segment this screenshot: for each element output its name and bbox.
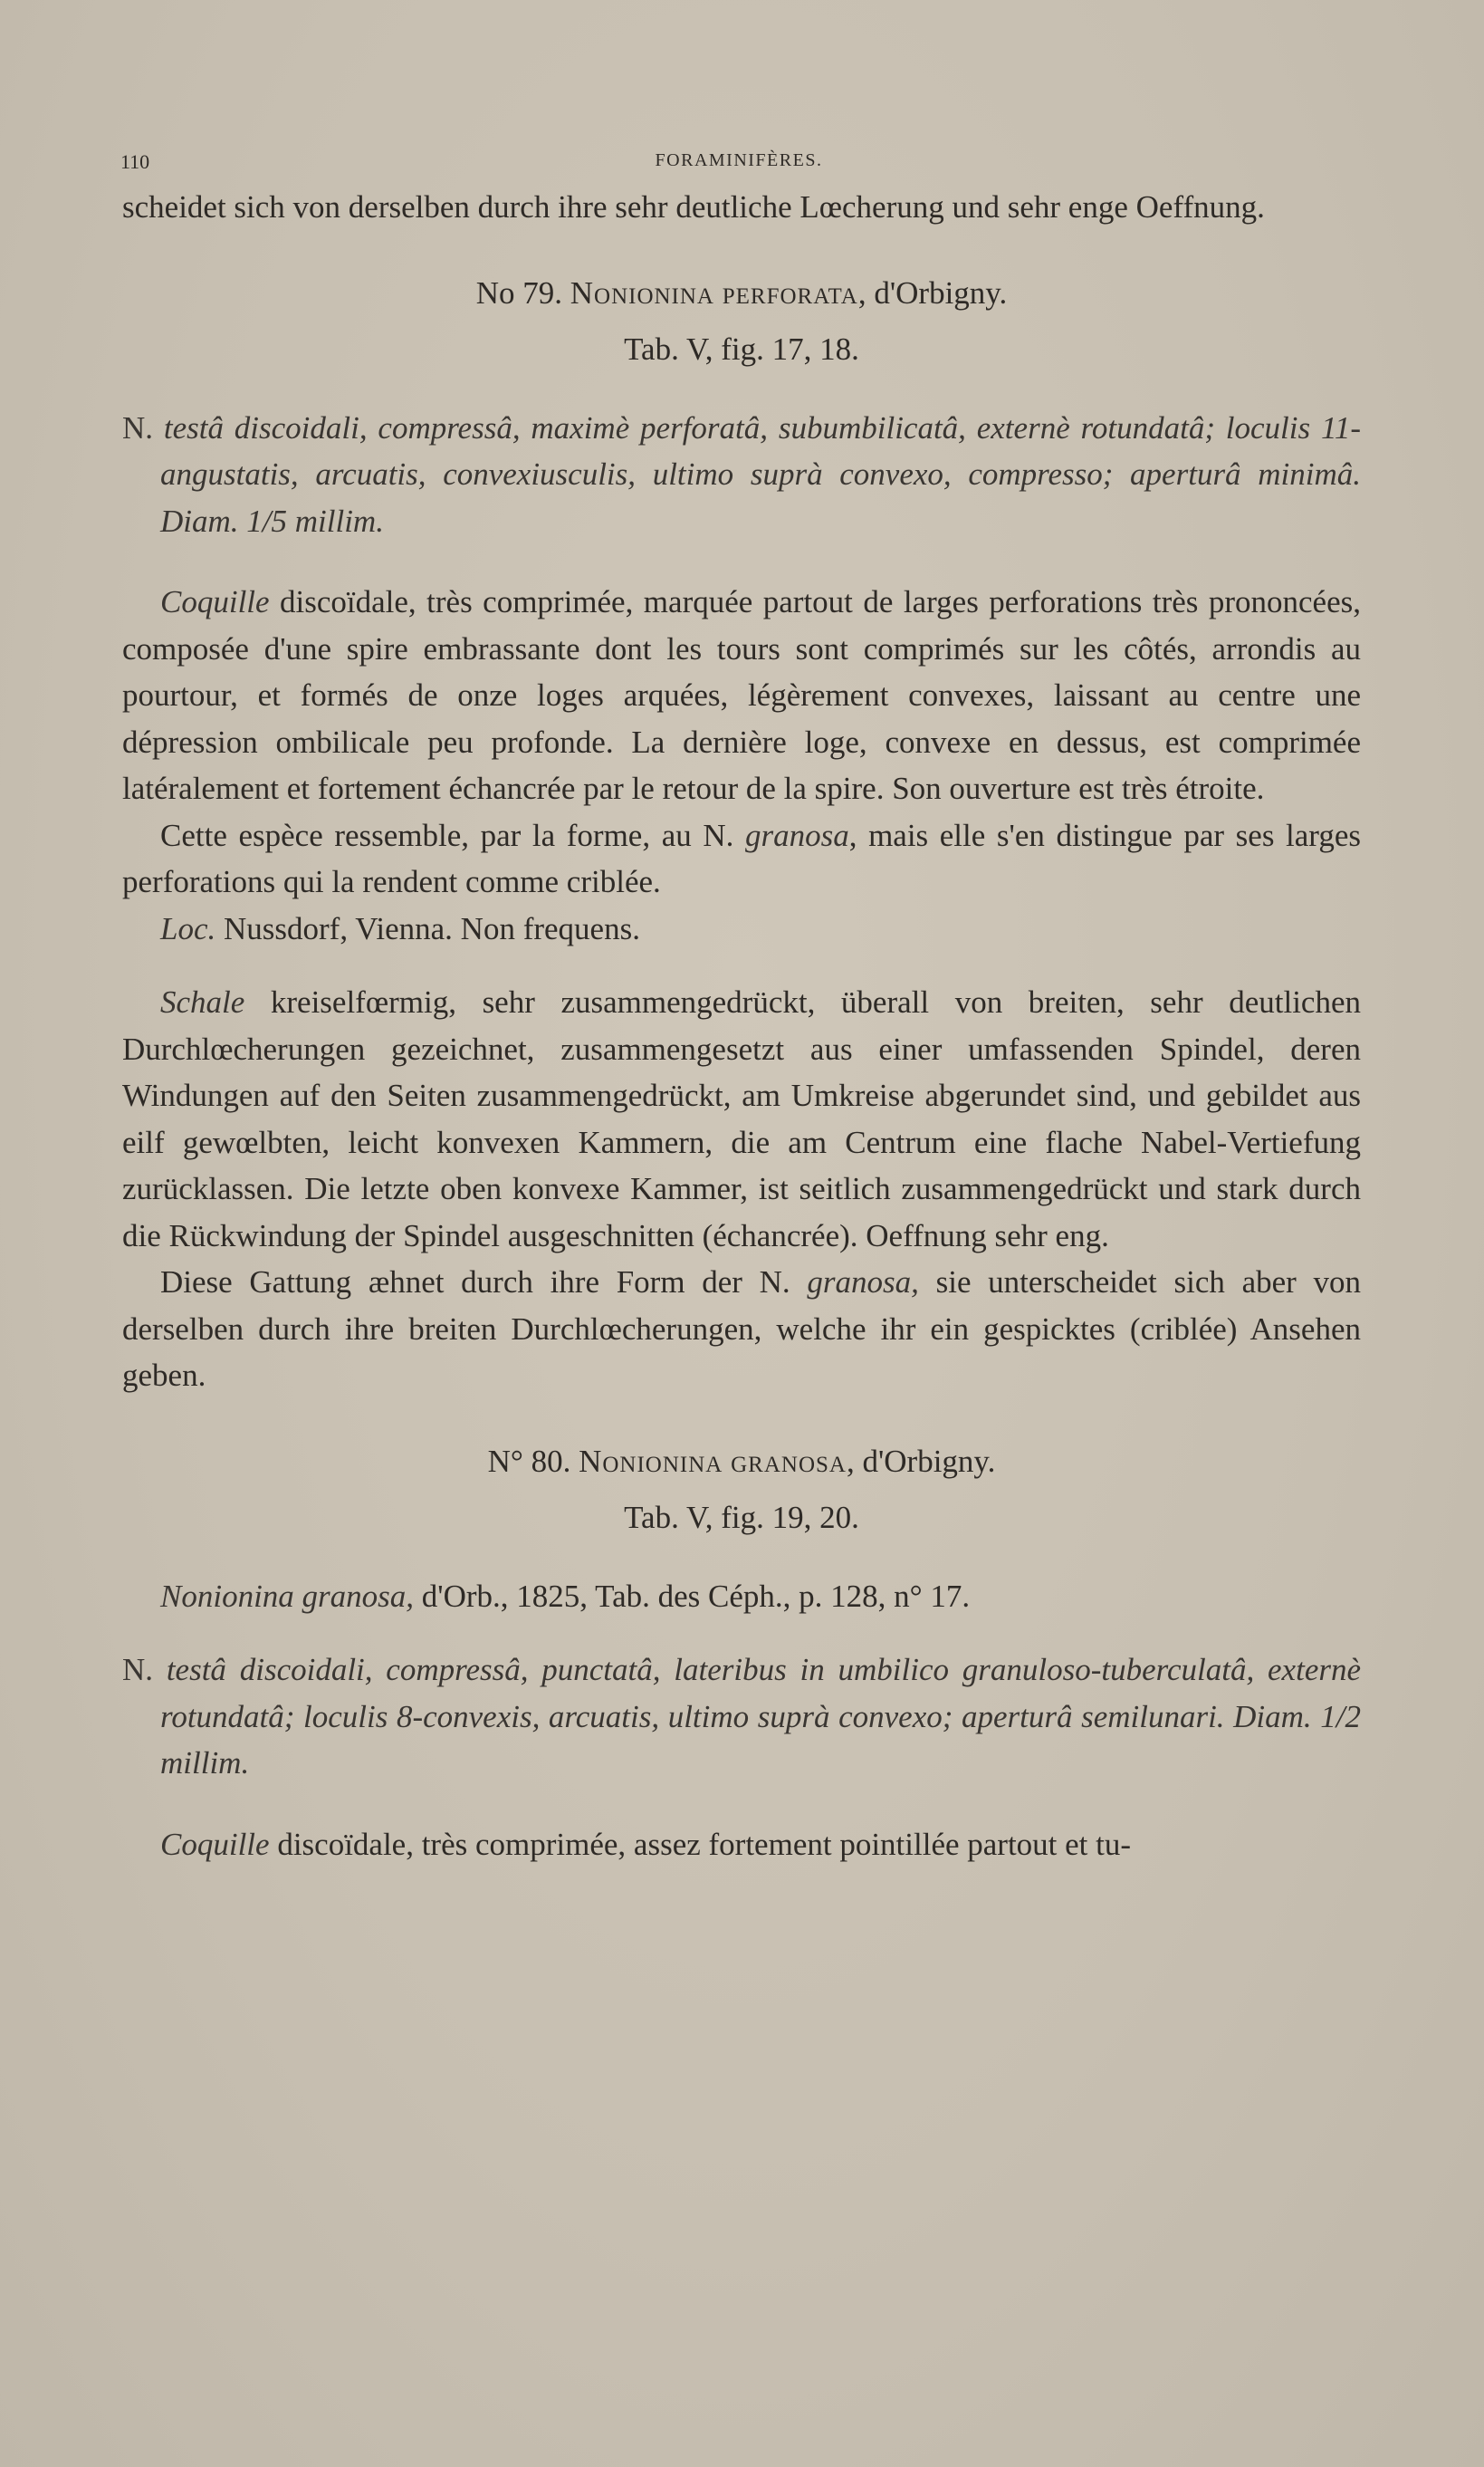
species-epithet: granosa: [731, 1443, 847, 1479]
species-genus: Nonionina: [579, 1443, 723, 1479]
species-80-latin-diagnosis: [122, 1646, 1361, 1787]
description-lead: Coquille: [160, 584, 270, 619]
diagnosis-text: testâ discoidali, compressâ, maximè perforatâ, subumbilicatâ, externè rotundatâ; loculis 11-angustatis, arcuatis, convexiusculis, ultimo suprà convexo, compresso; aperturâ minimâ. Diam. 1/5 millim.: [160, 409, 1361, 539]
german-comparison-species: granosa,: [807, 1264, 919, 1300]
diagnosis-text: testâ discoidali, compressâ, punctatâ, lateribus in umbilico granuloso-tuberculatâ, externè rotundatâ; loculis 8-convexis, arcuatis, ultimo suprà convexo; aperturâ semilunari. Diam. 1/2 millim.: [160, 1652, 1362, 1781]
synonym-name: Nonionina granosa,: [160, 1578, 415, 1614]
german-comparison-text: Diese Gattung æhnet durch ihre Form der N.: [160, 1264, 808, 1300]
species-epithet: perforata: [722, 274, 858, 311]
locality-text: Nussdorf, Vienna. Non frequens.: [215, 910, 640, 946]
species-79-plate: Tab. V, fig. 17, 18.: [624, 331, 859, 367]
continuation-paragraph: scheidet sich von derselben durch ihre sehr deutliche Lœcherung und sehr enge Oeffnung.: [122, 189, 1265, 225]
comparison-text-end: , mais elle s'en distingue par ses larges perforations qui la rendent comme criblée.: [122, 817, 1361, 899]
species-79-heading: [122, 265, 1361, 322]
species-79-german-comparison: [122, 1259, 1361, 1399]
species-author: , d'Orbigny.: [846, 1443, 996, 1479]
german-comparison-text-end: sie unterscheidet sich aber von derselben durch ihre breiten Durchlœcherungen, welche ihr ein gespicktes (criblée) Ansehen geben.: [122, 1264, 1362, 1393]
running-head: [120, 150, 1357, 172]
species-79-french-comparison: [122, 812, 1361, 906]
page-number: 110: [120, 150, 150, 173]
description-text: discoïdale, très comprimée, marquée partout de larges perforations très prononcées, composée d'une spire embrassante dont les tours sont comprimés sur les côtés, arrondis au pourtour, et formés de onze loges arquées, légèrement convexes, laissant au centre une dépression ombilicale peu profonde. La dernière loge, convexe en dessus, est comprimée latéralement et fortement échancrée par le retour de la spire. Son ouverture est très étroite.: [122, 584, 1361, 806]
description-text: discoïdale, très comprimée, assez fortement pointillée partout et tu-: [269, 1826, 1132, 1862]
species-80-synonymy: [122, 1573, 1361, 1620]
species-80-plate: Tab. V, fig. 19, 20.: [624, 1499, 859, 1535]
species-author: , d'Orbigny.: [857, 274, 1008, 311]
german-text: kreiselfœrmig, sehr zusammengedrückt, überall von breiten, sehr deutlichen Durchlœcherungen gezeichnet, zusammengesetzt aus einer umfassenden Spindel, deren Windungen auf den Seiten zusammengedrückt, am Umkreise abgerundet sind, und gebildet aus eilf gewœlbten, leicht konvexen Kammern, die am Centrum eine flache Nabel-Vertiefung zurücklassen. Die letzte oben konvexe Kammer, ist seitlich zusammengedrückt und stark durch die Rückwindung der Spindel ausgeschnitten (échancrée). Oeffnung sehr eng.: [122, 984, 1361, 1253]
comparison-species: granosa: [744, 817, 849, 853]
comparison-text: Cette espèce ressemble, par la forme, au N.: [160, 817, 745, 853]
diagnosis-lead: N.: [122, 1652, 154, 1687]
text-block: [122, 184, 1361, 1867]
species-80-heading: [122, 1434, 1361, 1490]
german-lead: Schale: [160, 984, 245, 1020]
running-title: FORAMINIFÈRES.: [655, 150, 823, 170]
species-79-locality: [122, 906, 1361, 953]
species-79-latin-diagnosis: [122, 405, 1361, 545]
species-79-german-description: [122, 979, 1361, 1259]
locality-lead: Loc.: [160, 910, 216, 946]
description-lead: Coquille: [160, 1826, 270, 1862]
species-79-french-description: [122, 579, 1361, 812]
species-genus: Nonionina: [570, 274, 714, 311]
diagnosis-lead: N.: [122, 409, 154, 446]
species-80-french-description: [122, 1821, 1361, 1868]
species-number: No 79.: [475, 274, 562, 311]
species-number: N° 80.: [487, 1443, 571, 1479]
synonym-text: d'Orb., 1825, Tab. des Céph., p. 128, n° 17.: [414, 1578, 971, 1614]
